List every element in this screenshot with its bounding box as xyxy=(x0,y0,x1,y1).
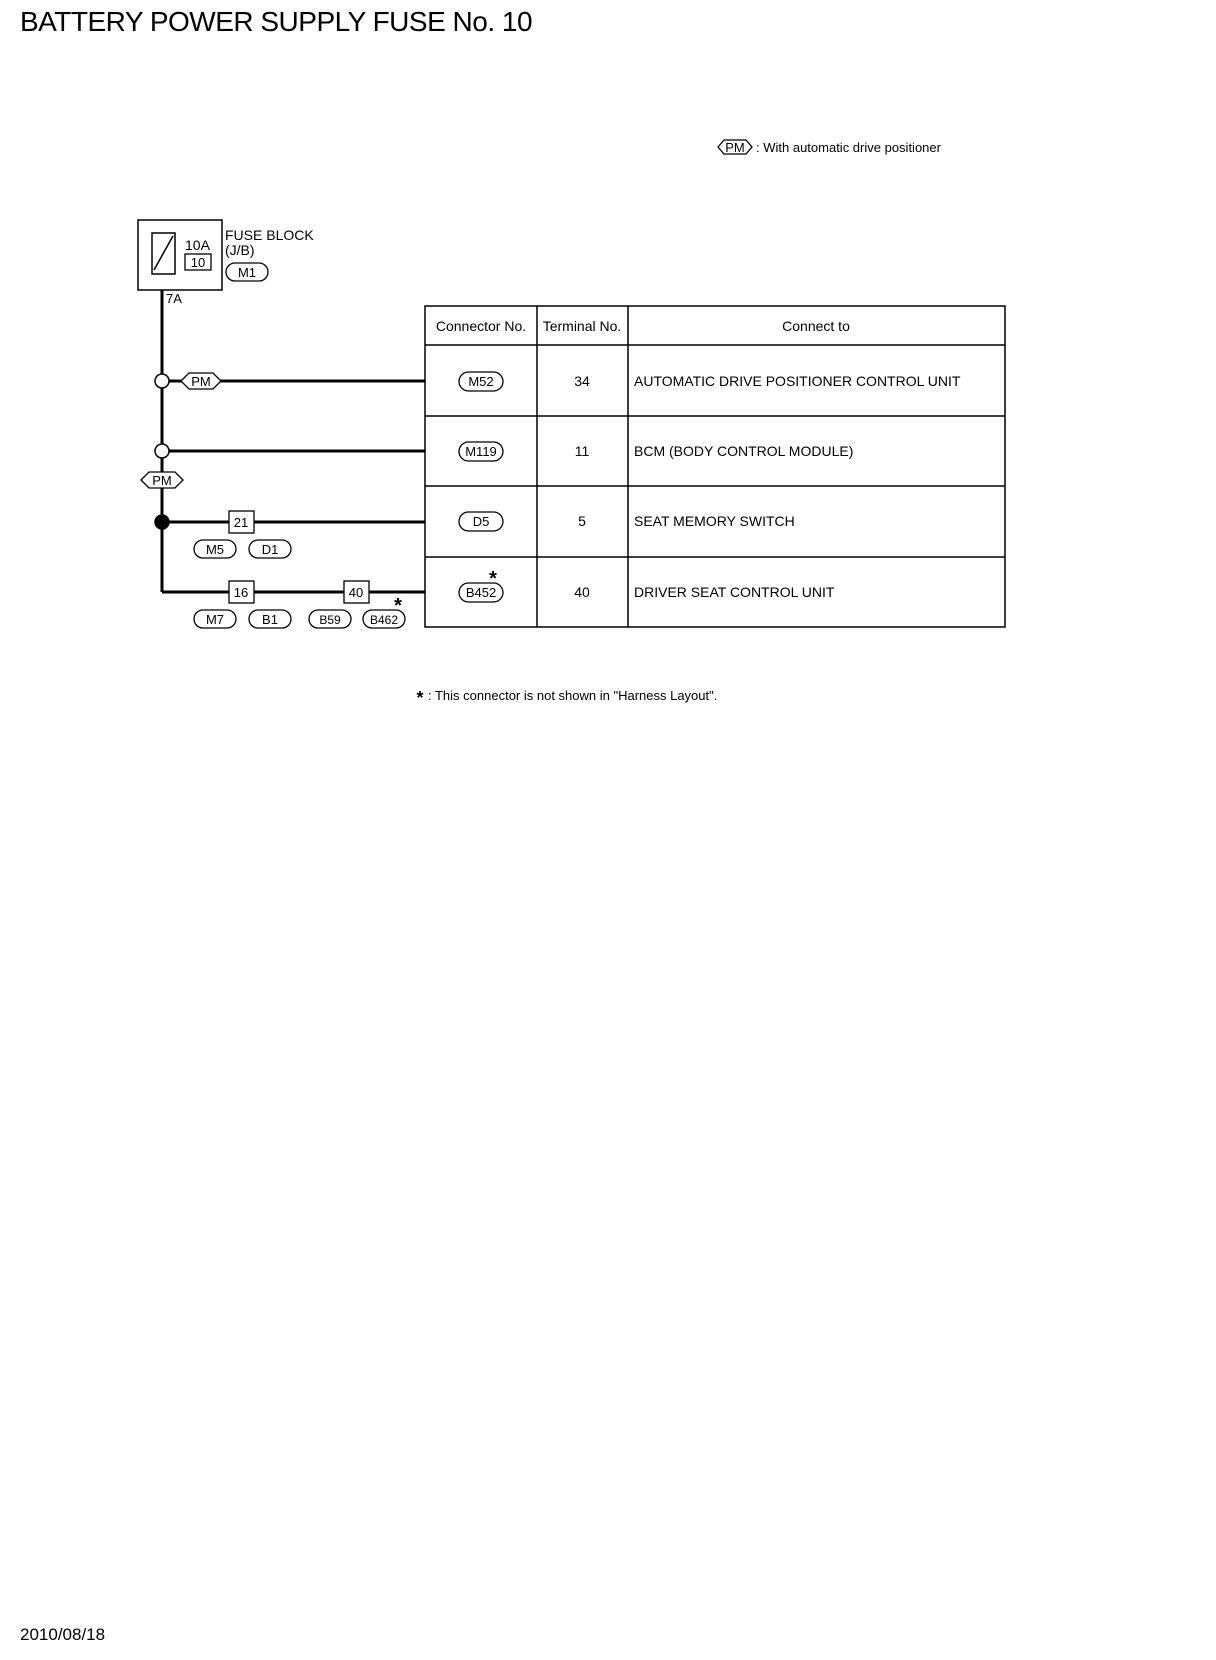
footnote-text: : This connector is not shown in "Harness Layout". xyxy=(428,688,718,703)
terminal-40: 40 xyxy=(348,585,364,600)
table-row-1-connector: M52 xyxy=(468,374,494,389)
table-row-3-connect-to: SEAT MEMORY SWITCH xyxy=(634,513,795,529)
asterisk-b452: * xyxy=(489,568,497,590)
splice-open-2 xyxy=(155,444,169,458)
connector-b462-label: B462 xyxy=(369,613,399,627)
table-row-2-connect-to: BCM (BODY CONTROL MODULE) xyxy=(634,443,854,459)
fuse-number: 10 xyxy=(190,255,206,270)
table-row-2-connector: M119 xyxy=(465,444,497,459)
terminal-16: 16 xyxy=(233,585,249,600)
page-title: BATTERY POWER SUPPLY FUSE No. 10 xyxy=(20,6,533,37)
table-row-4-connector: B452 xyxy=(465,585,497,600)
table-row-1-connect-to: AUTOMATIC DRIVE POSITIONER CONTROL UNIT xyxy=(634,373,961,389)
table-row-4-connect-to: DRIVER SEAT CONTROL UNIT xyxy=(634,584,835,600)
fuse-terminal: 7A xyxy=(166,291,182,306)
table-header-connector: Connector No. xyxy=(435,318,527,334)
footnote xyxy=(416,688,717,708)
table-row-1-terminal: 34 xyxy=(574,373,590,389)
legend-text: : With automatic drive positioner xyxy=(756,140,941,155)
connector-m7-label: M7 xyxy=(205,612,225,627)
table-header-terminal: Terminal No. xyxy=(542,318,622,334)
table-row-3-connector: D5 xyxy=(472,514,490,529)
pm-legend-symbol-text: PM xyxy=(725,140,745,155)
page-date: 2010/08/18 xyxy=(20,1625,106,1644)
legend xyxy=(718,140,942,155)
fuse-block-label: FUSE BLOCK xyxy=(225,227,314,243)
branch-b452 xyxy=(194,581,405,628)
connector-table xyxy=(425,306,1005,627)
asterisk-b462: * xyxy=(394,595,402,617)
fuse-rating: 10A xyxy=(185,237,210,253)
connector-m1-label: M1 xyxy=(237,265,257,280)
splice-filled xyxy=(155,515,169,529)
splice-open-1 xyxy=(155,374,169,388)
connector-b1-label: B1 xyxy=(262,612,278,627)
table-row-2-terminal: 11 xyxy=(574,443,590,459)
pm-tag-1-text: PM xyxy=(191,374,211,389)
footnote-asterisk: * xyxy=(416,688,424,708)
branch-d5 xyxy=(155,511,291,558)
pm-tag-2-text: PM xyxy=(152,473,172,488)
connector-d1-label: D1 xyxy=(261,542,279,557)
connector-m5-label: M5 xyxy=(205,542,225,557)
fuse-block xyxy=(138,220,314,306)
fuse-block-jb-label: (J/B) xyxy=(225,242,255,258)
branch-m52 xyxy=(155,373,221,389)
table-row-4-terminal: 40 xyxy=(574,584,590,600)
connector-b59-label: B59 xyxy=(319,613,341,627)
table-outline xyxy=(425,306,1005,627)
table-row-3-terminal: 5 xyxy=(578,513,586,529)
terminal-21: 21 xyxy=(233,515,249,530)
table-header-connect-to: Connect to xyxy=(782,318,850,334)
